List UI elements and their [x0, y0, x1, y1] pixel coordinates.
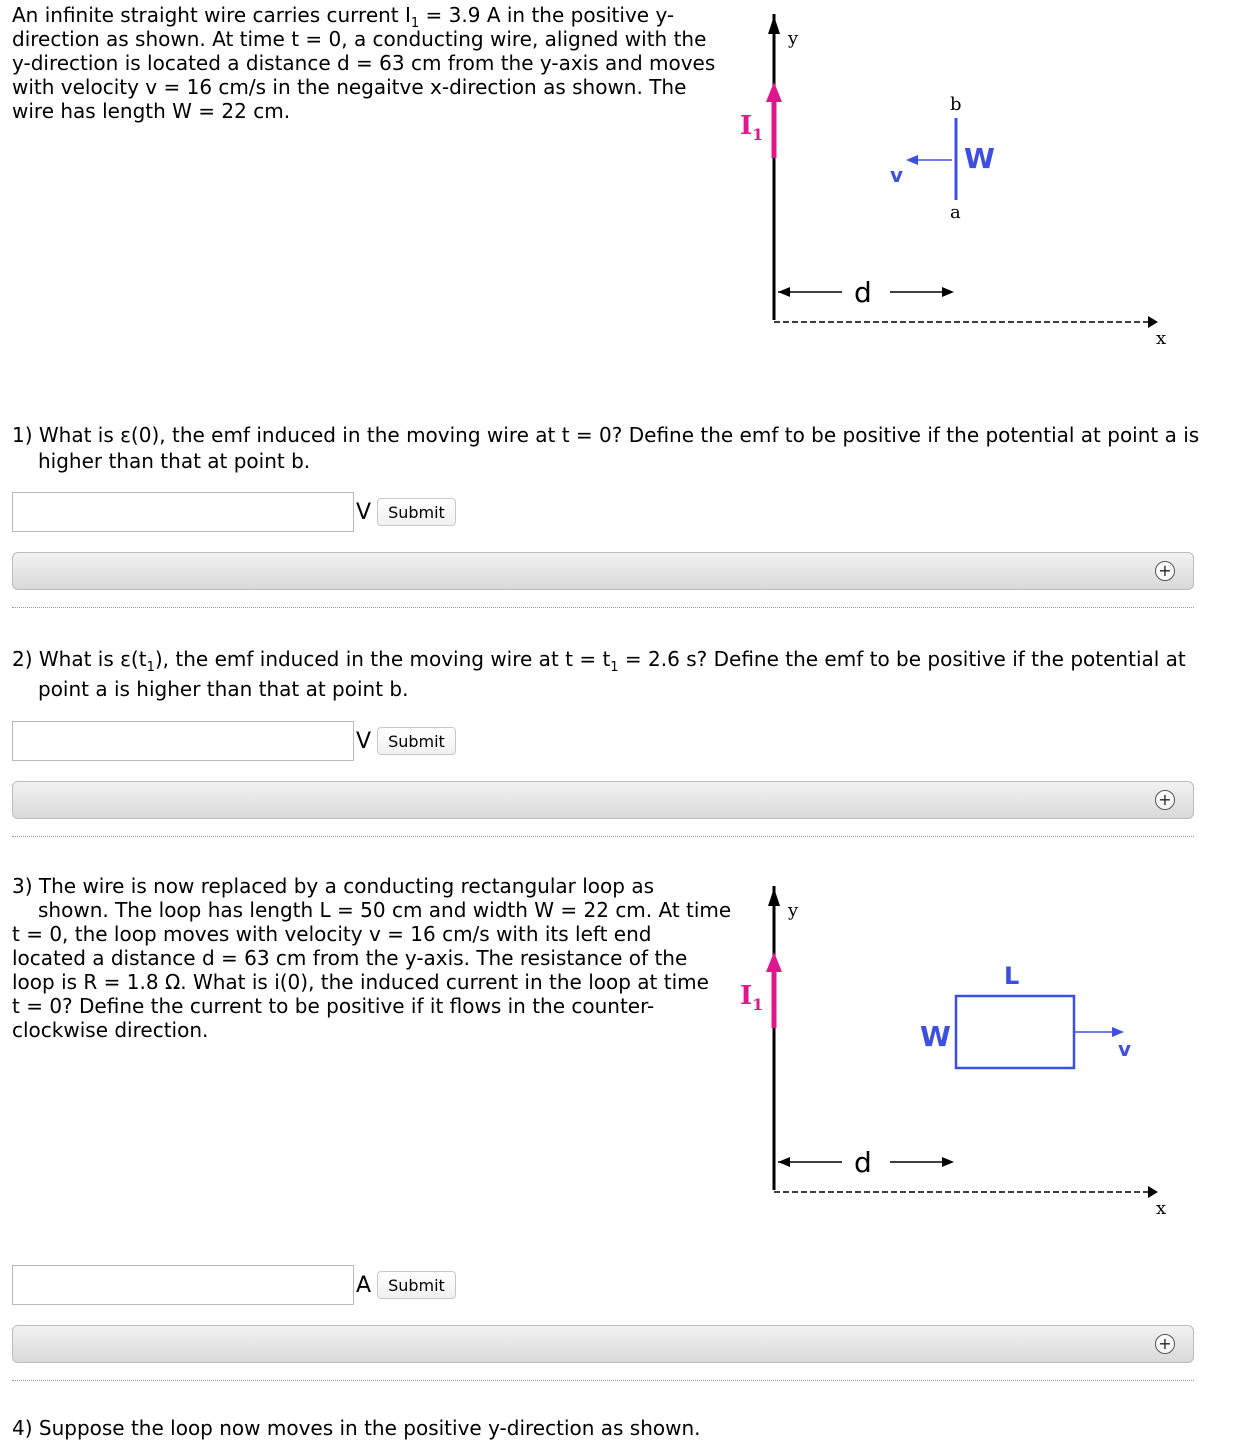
fig1-d-label: d [854, 276, 872, 309]
fig1-x-axis-arrowhead [1148, 316, 1158, 328]
fig1-b-label: b [950, 94, 962, 115]
intro-line-2: direction as shown. At time t = 0, a conducting wire, aligned with the [12, 27, 707, 51]
q1-unit-label: V [356, 499, 372, 525]
divider-1 [12, 607, 1194, 608]
q2-answer-input[interactable] [12, 721, 354, 761]
fig2-d-right-arrowhead [942, 1157, 954, 1167]
q3-line-7: clockwise direction. [12, 1018, 209, 1042]
divider-2 [12, 836, 1194, 837]
fig1-velocity-arrowhead [906, 155, 918, 165]
fig2-x-axis-arrowhead [1148, 1186, 1158, 1198]
intro-line-5: wire has length W = 22 cm. [12, 99, 291, 123]
fig1-v-label: v [890, 163, 904, 187]
q4-line-1: 4) Suppose the loop now moves in the positive y-direction as shown. [12, 1416, 701, 1440]
q1-hint-bar[interactable] [12, 552, 1194, 590]
q1-line-1: 1) What is ε(0), the emf induced in the moving wire at t = 0? Define the emf to be positive if the potential at point a is [12, 423, 1200, 447]
fig2-current-label: $I_1$ [740, 981, 764, 1014]
q1-answer-input[interactable] [12, 492, 354, 532]
fig2-velocity-arrowhead [1112, 1027, 1124, 1037]
q2-line-2: point a is higher than that at point b. [38, 677, 409, 701]
fig2-loop [956, 996, 1074, 1068]
q2-sub-1: 1 [146, 660, 155, 675]
q3-line-6: t = 0? Define the current to be positive if it flows in the counter- [12, 994, 655, 1018]
fig1-a-label: a [950, 202, 961, 223]
figure-1-diagram [730, 10, 1190, 350]
fig2-current-arrowhead [766, 952, 782, 972]
fig1-y-axis-arrowhead [768, 16, 780, 34]
q3-line-5: loop is R = 1.8 Ω. What is i(0), the induced current in the loop at time [12, 970, 709, 994]
q3-unit-label: A [356, 1272, 372, 1298]
fig1-current-label: $I_1$ [740, 111, 764, 144]
fig1-d-left-arrowhead [778, 287, 790, 297]
question-1-text [12, 422, 1199, 474]
q2-line-1-b: ), the emf induced in the moving wire at t = t [154, 647, 611, 671]
q1-plus-icon[interactable]: + [1155, 561, 1175, 581]
q3-answer-row [12, 1264, 456, 1306]
fig2-l-label: L [1004, 962, 1020, 990]
q2-line-1-a: 2) What is ε(t [12, 647, 147, 671]
q3-line-3: t = 0, the loop moves with velocity v = 16 cm/s with its left end [12, 922, 652, 946]
q2-answer-row [12, 720, 456, 762]
intro-line-1: An infinite straight wire carries current I [12, 3, 411, 27]
question-3-text [12, 874, 731, 1042]
q1-answer-row [12, 491, 456, 533]
fig1-d-right-arrowhead [942, 287, 954, 297]
question-4-text [12, 1416, 701, 1440]
fig2-d-left-arrowhead [778, 1157, 790, 1167]
intro-line-3: y-direction is located a distance d = 63 cm from the y-axis and moves [12, 51, 716, 75]
fig1-w-label: W [964, 142, 995, 175]
q2-plus-icon[interactable]: + [1155, 790, 1175, 810]
q1-line-2: higher than that at point b. [38, 449, 311, 473]
fig2-v-label: v [1118, 1037, 1132, 1061]
q2-sub-2: 1 [610, 660, 619, 675]
q3-line-4: located a distance d = 63 cm from the y-axis. The resistance of the [12, 946, 688, 970]
q3-line-2: shown. The loop has length L = 50 cm and width W = 22 cm. At time [38, 898, 732, 922]
fig1-current-arrowhead [766, 82, 782, 102]
q3-line-1: 3) The wire is now replaced by a conducting rectangular loop as [12, 874, 654, 898]
q3-answer-input[interactable] [12, 1265, 354, 1305]
fig2-y-label: y [788, 900, 799, 921]
intro-subscript: 1 [410, 16, 420, 31]
fig2-d-label: d [854, 1146, 872, 1179]
divider-3 [12, 1380, 1194, 1381]
fig1-y-label: y [788, 28, 799, 49]
fig2-w-label: W [920, 1020, 951, 1053]
q1-submit-button[interactable]: Submit [377, 498, 456, 526]
fig2-y-axis-arrowhead [768, 888, 780, 906]
q2-line-1-c: = 2.6 s? Define the emf to be positive if the potential at [618, 647, 1186, 671]
q3-hint-bar[interactable] [12, 1325, 1194, 1363]
intro-line-1-end: = 3.9 A in the positive y- [419, 3, 675, 27]
q2-unit-label: V [356, 728, 372, 754]
fig2-x-label: x [1156, 1198, 1167, 1219]
q3-plus-icon[interactable]: + [1155, 1334, 1175, 1354]
q2-hint-bar[interactable] [12, 781, 1194, 819]
intro-text [12, 3, 715, 123]
question-2-text [12, 644, 1186, 704]
q3-submit-button[interactable]: Submit [377, 1271, 456, 1299]
intro-line-4: with velocity v = 16 cm/s in the negaitve x-direction as shown. The [12, 75, 687, 99]
q2-submit-button[interactable]: Submit [377, 727, 456, 755]
fig1-x-label: x [1156, 328, 1167, 349]
q2-line-1 [12, 644, 1186, 674]
figure-2-diagram [730, 882, 1190, 1222]
